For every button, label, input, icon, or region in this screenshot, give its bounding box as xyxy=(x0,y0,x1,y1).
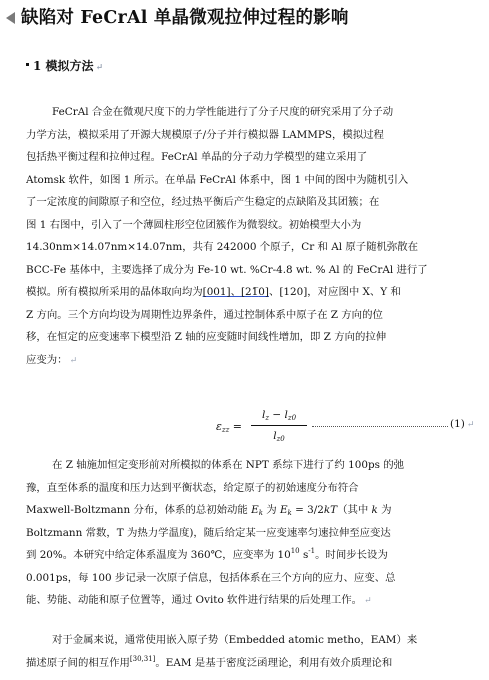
section-label: 模拟方法 xyxy=(45,59,94,73)
heading-marker-icon xyxy=(6,12,15,24)
equation-leader-dots xyxy=(312,426,448,427)
paragraph-mark-icon: ↵ xyxy=(364,596,372,606)
citation[interactable]: [30,31] xyxy=(129,654,156,663)
equation-numerator: $l_z - l_{z0}$ xyxy=(261,409,297,422)
paragraph-mark-icon: ↵ xyxy=(69,355,78,366)
section-number: 1 xyxy=(33,59,42,73)
paragraph-3 xyxy=(26,629,472,674)
paragraph-2 xyxy=(26,454,472,612)
text-line: 描述原子间的相互作用[30,31]。EAM 是基于密度泛函理论，利用有效介质理论和 xyxy=(26,654,393,669)
bullet-icon xyxy=(26,63,29,66)
document-title xyxy=(6,6,486,30)
text-line: 图 1 右图中，引入了一个薄圆柱形空位团簇作为微裂纹。初始模型大小为 xyxy=(26,218,362,231)
text-line: Atomsk 软件，如图 1 所示。在单晶 FeCrAl 体系中，图 1 中间的图中为随机引入 xyxy=(26,173,409,186)
text-line: 包括热平衡过程和拉伸过程。FeCrAl 单晶的分子动力学模型的建立采用了 xyxy=(26,151,368,163)
text-line: 模拟。所有模拟所采用的晶体取向均为[001]、[21̅0]、[120]，对应图中 X、Y 和 xyxy=(26,286,401,298)
equation-lhs: $\varepsilon_{zz}$ = xyxy=(216,420,243,434)
text-line: Boltzmann 常数，T 为热力学温度)，随后给定某一应变速率匀速拉伸至应变达 xyxy=(26,526,391,539)
text-line: 对于金属来说，通常使用嵌入原子势（Embedded atomic metho，EAM）来 xyxy=(52,634,418,646)
text-line: 豫，直至体系的温度和压力达到平衡状态，给定原子的初始速度分布符合 xyxy=(26,481,359,494)
text-line: 0.001ps，每 100 步记录一次原子信息，包括体系在三个方向的应力、应变、总 xyxy=(26,571,396,584)
equation-1 xyxy=(26,405,475,449)
text-line: FeCrAl 合金在微观尺度下的力学性能进行了分子尺度的研究采用了分子动 xyxy=(52,106,394,118)
equation-fraction xyxy=(251,407,307,444)
section-heading xyxy=(26,57,103,77)
title-text: 缺陷对 FeCrAl 单晶微观拉伸过程的影响 xyxy=(21,8,349,28)
text-line: Maxwell-Boltzmann 分布，体系的总初始动能 $E_k$ 为 $E_k = 3/2kT$（其中 k 为 xyxy=(26,504,392,517)
text-line: 应变为： ↵ xyxy=(26,353,78,366)
fraction-bar xyxy=(251,425,307,426)
paragraph-mark-icon: ↵ xyxy=(95,63,104,73)
text-line: 到 20%。本研究中给定体系温度为 360℃，应变率为 $10^{10}$ $s^{-1}$。时间步长设为 xyxy=(26,547,388,561)
text-line: Z 方向。三个方向均设为周期性边界条件，通过控制体系中原子在 Z 方向的位 xyxy=(26,308,383,321)
text-line: 在 Z 轴施加恒定变形前对所模拟的体系在 NPT 系综下进行了约 100ps 的弛 xyxy=(52,459,405,471)
text-line: 14.30nm×14.07nm×14.07nm，共有 242000 个原子，Cr 和 Al 原子随机弥散在 xyxy=(26,241,419,253)
text-line: BCC-Fe 基体中，主要选择了成分为 Fe-10 wt. %Cr-4.8 wt. % Al 的 FeCrAl 进行了 xyxy=(26,263,428,276)
paragraph-1 xyxy=(26,101,472,371)
equation-denominator: $l_{z0}$ xyxy=(273,430,285,443)
equation-number: (1) ↵ xyxy=(450,418,475,430)
crystal-direction-link[interactable]: [001]、[21̅0] xyxy=(202,286,269,298)
text-line: 能、势能、动能和原子位置等，通过 Ovito 软件进行结果的后处理工作。 ↵ xyxy=(26,594,372,606)
text-line: 了一定浓度的间隙原子和空位，经过热平衡后产生稳定的点缺陷及其团簇；在 xyxy=(26,196,380,208)
text-line: 移，在恒定的应变速率下模型沿 Z 轴的应变随时间线性增加，即 Z 方向的拉伸 xyxy=(26,331,387,343)
text-line: 力学方法，模拟采用了开源大规模原子/分子并行模拟器 LAMMPS，模拟过程 xyxy=(26,128,384,141)
